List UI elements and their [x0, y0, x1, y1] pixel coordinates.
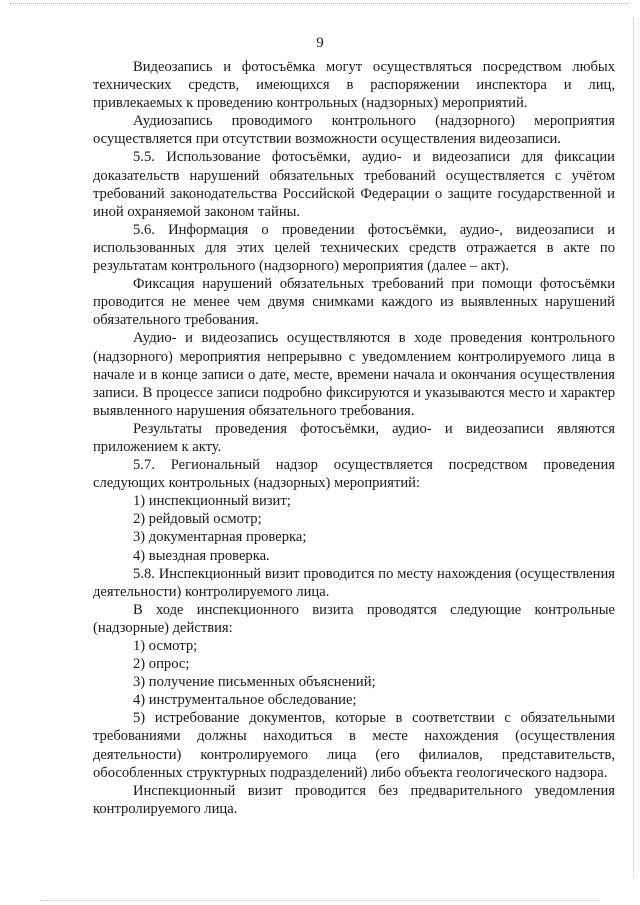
- list-item: 1) осмотр;: [133, 638, 198, 654]
- list-item: 5) истребование документов, которые в соответствии с обязательными требованиями должны находиться в месте нахождения (осуществления деятельности) контролируемого лица (его филиалов, представительств, обособленных структурных подразделений) либо объекта геологического надзора.: [93, 710, 615, 781]
- paragraph-results-appendix: Результаты проведения фотосъёмки, аудио- и видеозаписи являются приложением к акту.: [93, 420, 615, 455]
- paragraph-audio-video-continuous: Аудио- и видеозапись осуществляются в ходе проведения контрольного (надзорного) мероприятия непрерывно с уведомлением контролируемого лица в начале и в конце записи о дате, месте, времени начала и окончания осуществления записи. В процессе записи подробно фиксируются и указываются место и характер выявленного нарушения обязательного требования.: [93, 330, 615, 419]
- list-item: 2) рейдовый осмотр;: [133, 511, 262, 528]
- paragraph-inspection-actions: В ходе инспекционного визита проводятся следующие контрольные (надзорные) действия:: [93, 601, 615, 636]
- scan-edge-top: [10, 3, 628, 4]
- page-number: 9: [316, 35, 324, 51]
- scan-edge-bottom: [40, 900, 600, 901]
- paragraph-photo-fixation: Фиксация нарушений обязательных требований при помощи фотосъёмки проводится не менее чем двумя снимками каждого из выявленных нарушений обязательного требования.: [93, 276, 615, 329]
- paragraph-no-prior-notice: Инспекционный визит проводится без предварительного уведомления контролируемого лица.: [93, 782, 615, 817]
- list-item: 4) выездная проверка.: [133, 547, 270, 564]
- document-body: [93, 58, 615, 818]
- paragraph-audio-recording: Аудиозапись проводимого контрольного (надзорного) мероприятия осуществляется при отсутствии возможности осуществления видеозаписи.: [93, 113, 615, 148]
- paragraph-5-8: 5.8. Инспекционный визит проводится по месту нахождения (осуществления деятельности) контролируемого лица.: [93, 565, 615, 600]
- paragraph-video-photo-means: Видеозапись и фотосъёмка могут осуществляться посредством любых технических средств, имеющихся в распоряжении инспектора и лиц, привлекаемых к проведению контрольных (надзорных) мероприятий.: [93, 59, 615, 112]
- list-item: 4) инструментальное обследование;: [133, 692, 357, 709]
- list-item: 2) опрос;: [133, 656, 190, 673]
- paragraph-5-6: 5.6. Информация о проведении фотосъёмки, аудио-, видеозаписи и использованных для этих целей технических средств отражается в акте по результатам контрольного (надзорного) мероприятия (далее – акт).: [93, 221, 615, 275]
- scan-edge-right: [633, 18, 634, 878]
- list-item: 1) инспекционный визит;: [133, 493, 291, 510]
- list-item: 3) документарная проверка;: [133, 529, 307, 546]
- list-item: 3) получение письменных объяснений;: [133, 674, 376, 691]
- paragraph-5-5: 5.5. Использование фотосъёмки, аудио- и видеозаписи для фиксации доказательств нарушений обязательных требований осуществляется с учётом требований законодательства Российской Федерации о защите государственной и иной охраняемой законом тайны.: [93, 149, 615, 220]
- paragraph-5-7: 5.7. Региональный надзор осуществляется посредством проведения следующих контрольных (надзорных) мероприятий:: [93, 457, 615, 492]
